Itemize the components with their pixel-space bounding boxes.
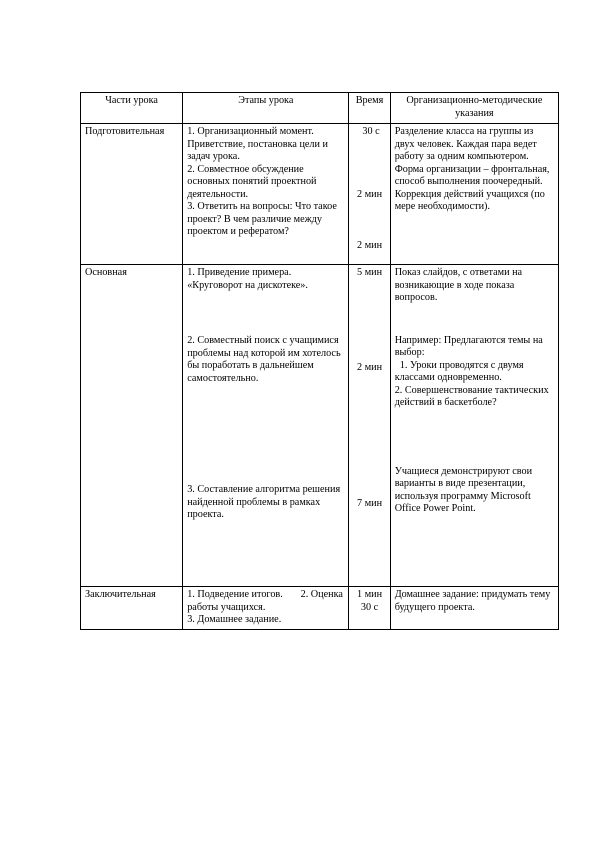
- stage-item: 3. Домашнее задание.: [187, 614, 282, 625]
- header-time: Время: [349, 93, 390, 124]
- stage-item: 2. Совместное обсуждение основных понятий проектной деятельности.: [187, 163, 317, 200]
- stage-item: 1. Приведение примера. «Круговорот на дискотеке».: [187, 267, 308, 291]
- time-value: 1 мин 30 с: [357, 589, 383, 613]
- stage-item: 2. Совместный поиск с учащимися проблемы над которой им хотелось бы поработать в дальнейшем самостоятельно.: [187, 335, 341, 384]
- cell-part-main: Основная: [81, 265, 183, 587]
- time-value: 5 мин: [357, 267, 383, 278]
- note-item: Коррекция действий учащихся (по мере необходимости).: [394, 188, 545, 212]
- time-value: 2 мин: [357, 188, 383, 200]
- header-lesson-stages: Этапы урока: [183, 93, 349, 124]
- note-item: Домашнее задание: придумать тему будущего проекта.: [394, 589, 551, 613]
- cell-stages-final: [183, 587, 349, 630]
- cell-time-preparatory: [349, 124, 390, 265]
- time-value: 7 мин: [357, 498, 383, 509]
- note-item: Разделение класса на группы из двух человек. Каждая пара ведет работу за одним компьютером.: [394, 126, 537, 162]
- header-lesson-parts: Части урока: [81, 93, 183, 124]
- cell-stages-main: [183, 265, 349, 587]
- note-item: Форма организации – фронтальная, способ выполнения поочередный.: [394, 163, 550, 187]
- note-item: 2. Совершенствование тактических действий в баскетболе?: [394, 384, 549, 408]
- table-header-row: [81, 93, 559, 124]
- stage-item: 1. Организационный момент. Приветствие, постановка цели и задач урока.: [187, 126, 328, 162]
- cell-notes-main: [390, 265, 558, 587]
- note-item: Учащиеся демонстрируют свои варианты в виде презентации, используя программу Microsoft Office Power Point.: [394, 465, 533, 514]
- cell-part-preparatory: Подготовительная: [81, 124, 183, 265]
- time-value: 2 мин: [357, 240, 383, 251]
- table-row-preparatory: [81, 124, 559, 265]
- note-item: 1. Уроки проводятся с двумя классами одновременно.: [394, 359, 527, 383]
- cell-notes-preparatory: [390, 124, 558, 265]
- table-row-final: [81, 587, 559, 630]
- cell-time-final: [349, 587, 390, 630]
- note-item: Показ слайдов, с ответами на возникающие в ходе показа вопросов.: [394, 267, 523, 303]
- lesson-plan-table: [80, 92, 559, 630]
- stage-item: 1. Подведение итогов. 2. Оценка работы учащихся.: [187, 589, 346, 613]
- time-value: 2 мин: [357, 361, 383, 373]
- table-row-main: [81, 265, 559, 587]
- note-item: Например: Предлагаются темы на выбор:: [394, 334, 543, 358]
- cell-time-main: [349, 265, 390, 587]
- cell-notes-final: [390, 587, 558, 630]
- time-value: 30 с: [362, 126, 380, 137]
- stage-item: 3. Ответить на вопросы: Что такое проект? В чем различие между проектом и рефератом?: [187, 201, 337, 237]
- cell-part-final: Заключительная: [81, 587, 183, 630]
- header-methodical-notes: Организационно-методические указания: [390, 93, 558, 124]
- stage-item: 3. Составление алгоритма решения найденной проблемы в рамках проекта.: [187, 484, 341, 520]
- cell-stages-preparatory: [183, 124, 349, 265]
